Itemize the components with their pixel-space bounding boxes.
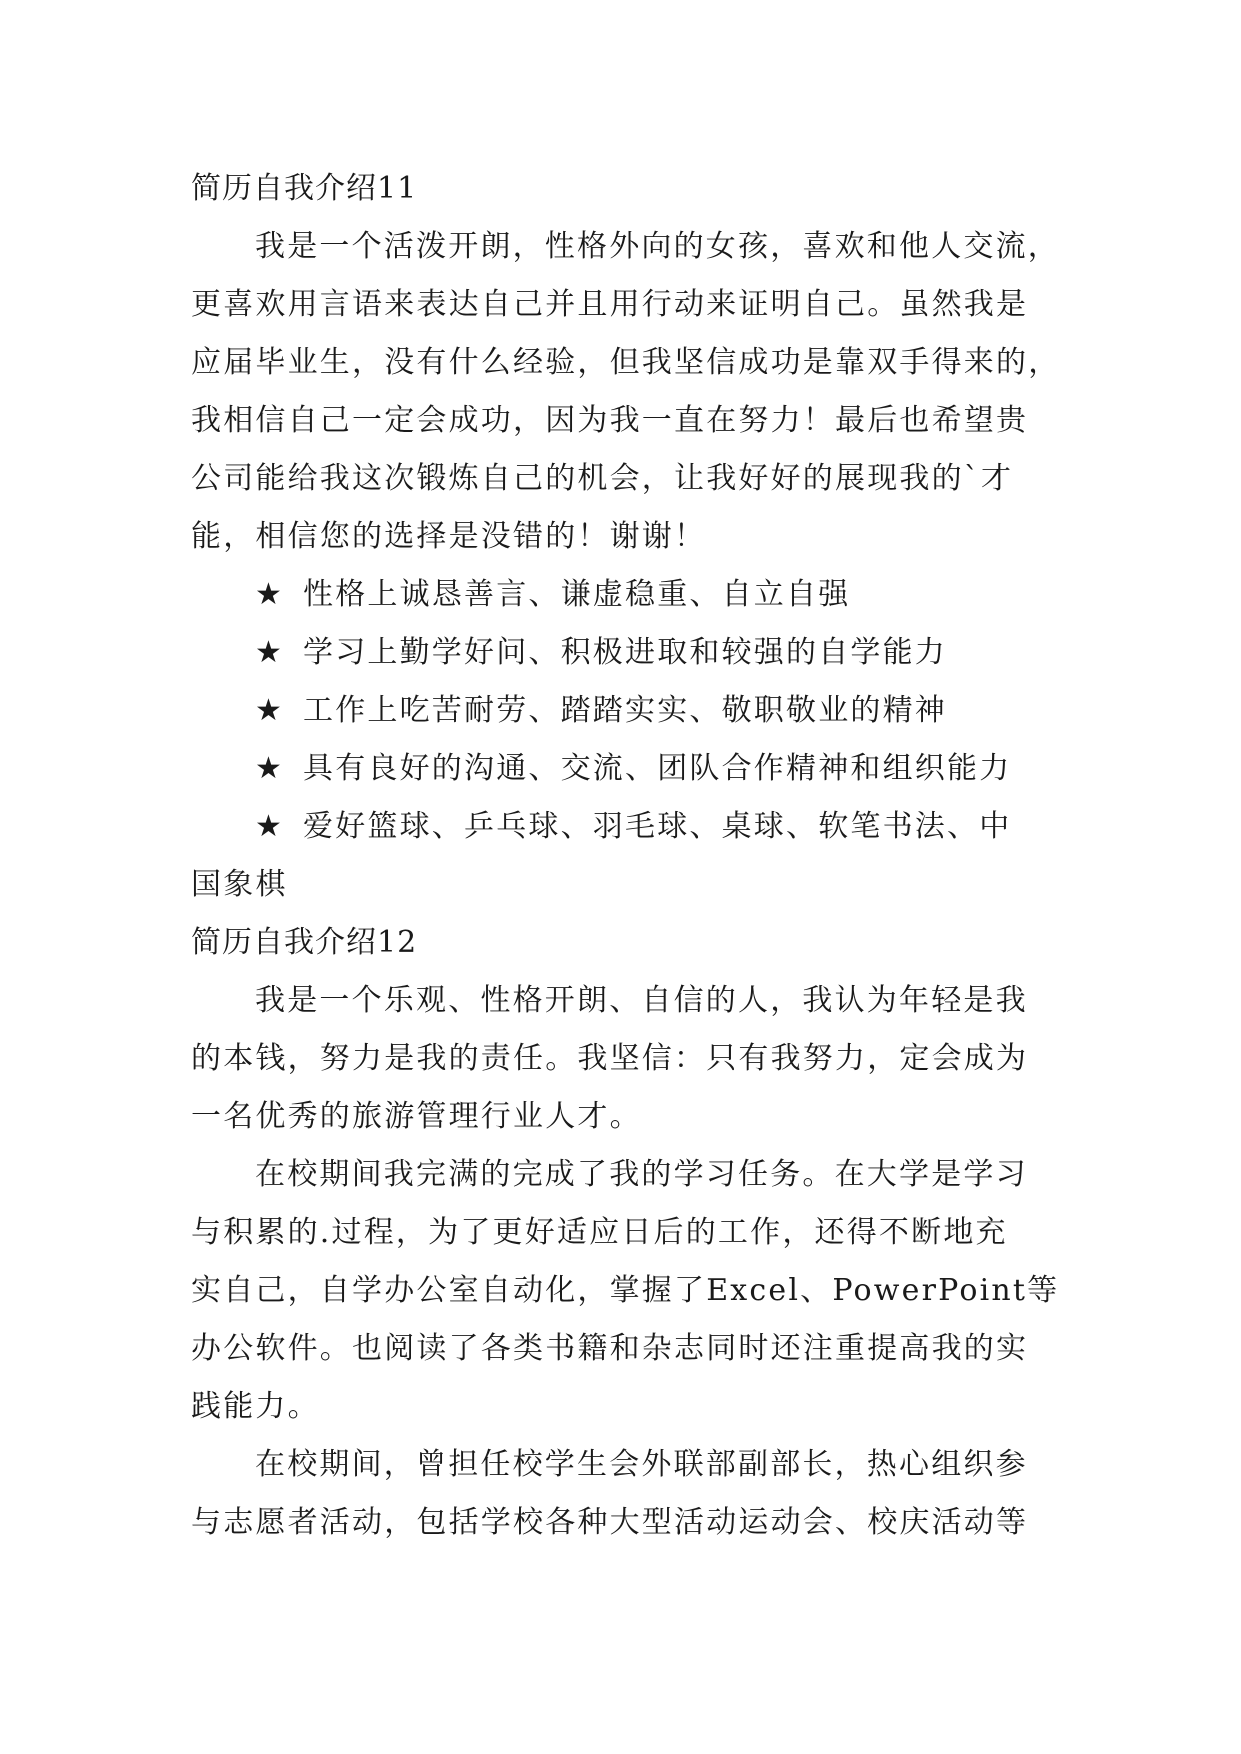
- paragraph-line: 实自己，自学办公室自动化，掌握了Excel、PowerPoint等: [191, 1273, 1060, 1308]
- list-item-text: 学习上勤学好问、积极进取和较强的自学能力: [303, 635, 947, 670]
- paragraph-line: 办公软件。也阅读了各类书籍和杂志同时还注重提高我的实: [191, 1331, 1029, 1366]
- star-icon: ★: [255, 693, 285, 728]
- star-icon: ★: [255, 751, 285, 786]
- section-heading-12: 简历自我介绍12: [191, 925, 418, 960]
- paragraph-line: 一名优秀的旅游管理行业人才。: [191, 1099, 642, 1134]
- document-page: [191, 160, 1061, 1552]
- list-item-text: 性格上诚恳善言、谦虚稳重、自立自强: [303, 577, 851, 612]
- paragraph-line: 与志愿者活动，包括学校各种大型活动运动会、校庆活动等: [191, 1505, 1029, 1540]
- list-item: [191, 740, 1051, 798]
- section-heading-11: 简历自我介绍11: [191, 171, 418, 206]
- list-item-text: 爱好篮球、乒乓球、羽毛球、桌球、软笔书法、中: [303, 809, 1012, 844]
- paragraph-line: 践能力。: [191, 1389, 320, 1424]
- study-paragraph: [191, 1146, 1060, 1436]
- star-icon: ★: [255, 809, 285, 844]
- paragraph-line: 更喜欢用言语来表达自己并且用行动来证明自己。虽然我是: [191, 287, 1029, 322]
- intro-paragraph: [191, 218, 1061, 566]
- list-item: [191, 682, 1051, 740]
- list-item: [191, 624, 1051, 682]
- strengths-list: [191, 566, 1051, 914]
- paragraph-line: 在校期间我完满的完成了我的学习任务。在大学是学习: [255, 1157, 1028, 1192]
- list-item-text: 工作上吃苦耐劳、踏踏实实、敬职敬业的精神: [303, 693, 947, 728]
- paragraph-line: 公司能给我这次锻炼自己的机会，让我好好的展现我的`才: [191, 461, 1014, 496]
- paragraph-line: 的本钱，努力是我的责任。我坚信：只有我努力，定会成为: [191, 1041, 1029, 1076]
- list-item-text: 具有良好的沟通、交流、团队合作精神和组织能力: [303, 751, 1012, 786]
- star-icon: ★: [255, 577, 285, 612]
- paragraph-line: 我是一个乐观、性格开朗、自信的人，我认为年轻是我: [255, 983, 1028, 1018]
- activity-paragraph: [191, 1436, 1051, 1552]
- list-item: [191, 798, 1051, 856]
- paragraph-line: 我是一个活泼开朗，性格外向的女孩，喜欢和他人交流，: [255, 229, 1060, 264]
- paragraph-line: 与积累的.过程，为了更好适应日后的工作，还得不断地充: [191, 1215, 1008, 1250]
- paragraph-line: 应届毕业生，没有什么经验，但我坚信成功是靠双手得来的，: [191, 345, 1061, 380]
- star-icon: ★: [255, 635, 285, 670]
- paragraph-line: 我相信自己一定会成功，因为我一直在努力！最后也希望贵: [191, 403, 1029, 438]
- paragraph-line: 在校期间，曾担任校学生会外联部副部长，热心组织参: [255, 1447, 1028, 1482]
- paragraph-line: 能，相信您的选择是没错的！谢谢！: [191, 519, 707, 554]
- self-paragraph: [191, 972, 1051, 1146]
- list-item-continuation: 国象棋: [191, 867, 288, 902]
- list-item: [191, 566, 1051, 624]
